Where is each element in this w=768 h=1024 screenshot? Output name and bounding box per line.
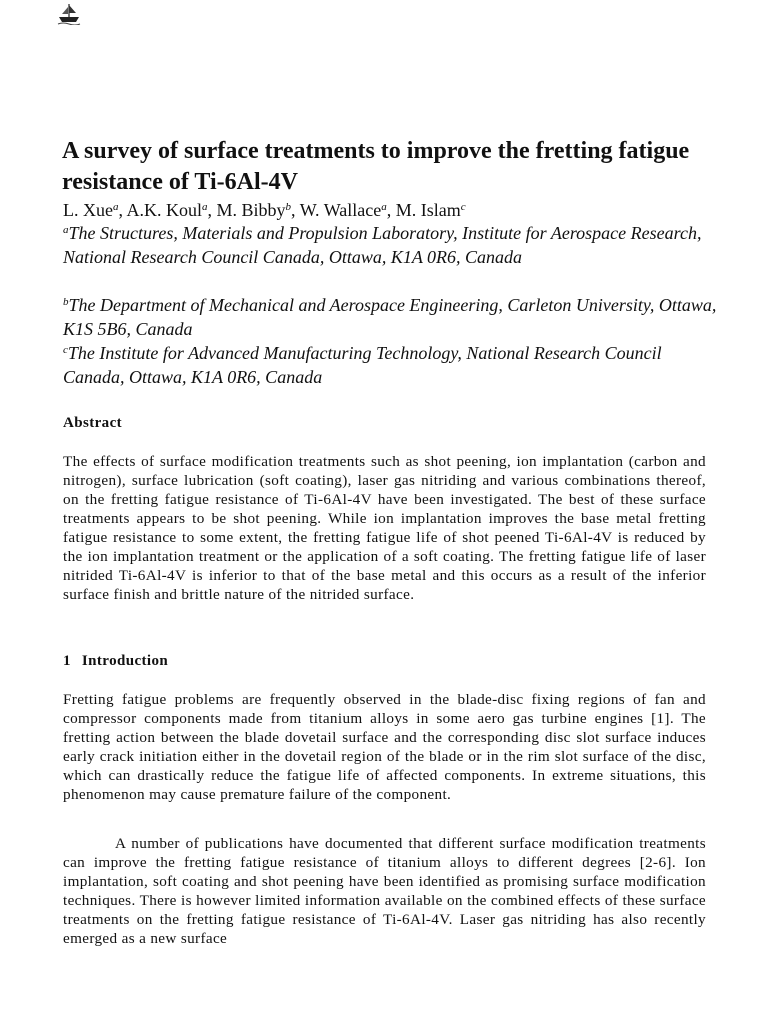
affiliation-a (63, 221, 723, 269)
section-number: 1 (63, 653, 71, 669)
author-name: W. Wallace (299, 200, 382, 220)
affiliation-c (63, 341, 723, 389)
affiliation-mark: a (63, 224, 69, 236)
author-affiliation-mark: a (112, 201, 119, 213)
introduction-paragraph: A number of publications have documented that different surface modification treatments can improve the fretting fatigue resistance of titanium alloys to different degrees [2-6]. Ion implantation, soft coating and shot peening have been identified as promising surface modification techniques. There is however limited information available on the combined effects of these surface treatments on the fretting fatigue resistance of Ti-6Al-4V. Laser gas nitriding has also recently emerged as a new surface (63, 835, 706, 948)
publisher-logo-icon (56, 3, 82, 25)
affiliation-text: The Department of Mechanical and Aerospace Engineering, Carleton University, Ottawa, K1S 5B6, Canada (63, 295, 717, 339)
author-name: M. Bibby (216, 200, 286, 220)
author-affiliation-mark: a (202, 201, 208, 213)
author-name: M. Islam (395, 200, 461, 220)
abstract-text: The effects of surface modification treatments such as shot peening, ion implantation (carbon and nitrogen), surface lubrication (soft coating), laser gas nitriding and various combinations thereof, on the fretting fatigue resistance of Ti-6Al-4V have been investigated. The best of these surface treatments appears to be shot peening. While ion implantation improves the base metal fretting fatigue resistance to some extent, the fretting fatigue life of shot peened Ti-6Al-4V is reduced by the ion implantation treatment or the application of a soft coating. The fretting fatigue life of laser nitrided Ti-6Al-4V is inferior to that of the base metal and this occurs as a result of the inferior surface finish and brittle nature of the nitrided surface. (63, 453, 706, 604)
affiliation-mark: c (63, 344, 68, 356)
section-title: Introduction (81, 653, 169, 669)
author-affiliation-mark: c (460, 201, 466, 213)
introduction-heading (63, 653, 168, 670)
affiliation-mark: b (63, 296, 69, 308)
affiliation-text: The Institute for Advanced Manufacturing Technology, National Research Council Canada, Ottawa, K1A 0R6, Canada (63, 343, 662, 387)
affiliation-b (63, 293, 723, 341)
author-affiliation-mark: a (381, 201, 387, 213)
abstract-heading: Abstract (63, 415, 123, 431)
paper-title: A survey of surface treatments to improve the fretting fatigue resistance of Ti-6Al-4V (62, 138, 690, 195)
introduction-paragraph: Fretting fatigue problems are frequently observed in the blade-disc fixing regions of fan and compressor components made from titanium alloys in some aero gas turbine engines [1]. The fretting action between the blade dovetail surface and the corresponding disc slot surface induces early crack initiation either in the dovetail region of the blade or in the rim slot surface of the disc, which can drastically reduce the fatigue life of affected components. In extreme situations, this phenomenon may cause premature failure of the component. (63, 691, 706, 804)
author-name: A.K. Koul (126, 200, 202, 220)
author-affiliation-mark: b (285, 201, 292, 213)
affiliation-text: The Structures, Materials and Propulsion Laboratory, Institute for Aerospace Research, National Research Council Canada, Ottawa, K1A 0R6, Canada (63, 223, 702, 267)
author-name: L. Xue (63, 200, 113, 220)
author-list: L. Xue$^a$, A.K. Koul$^a$, M. Bibby$^b$, W. Wallace$^a$, M. Islam$^c$ (63, 200, 466, 220)
